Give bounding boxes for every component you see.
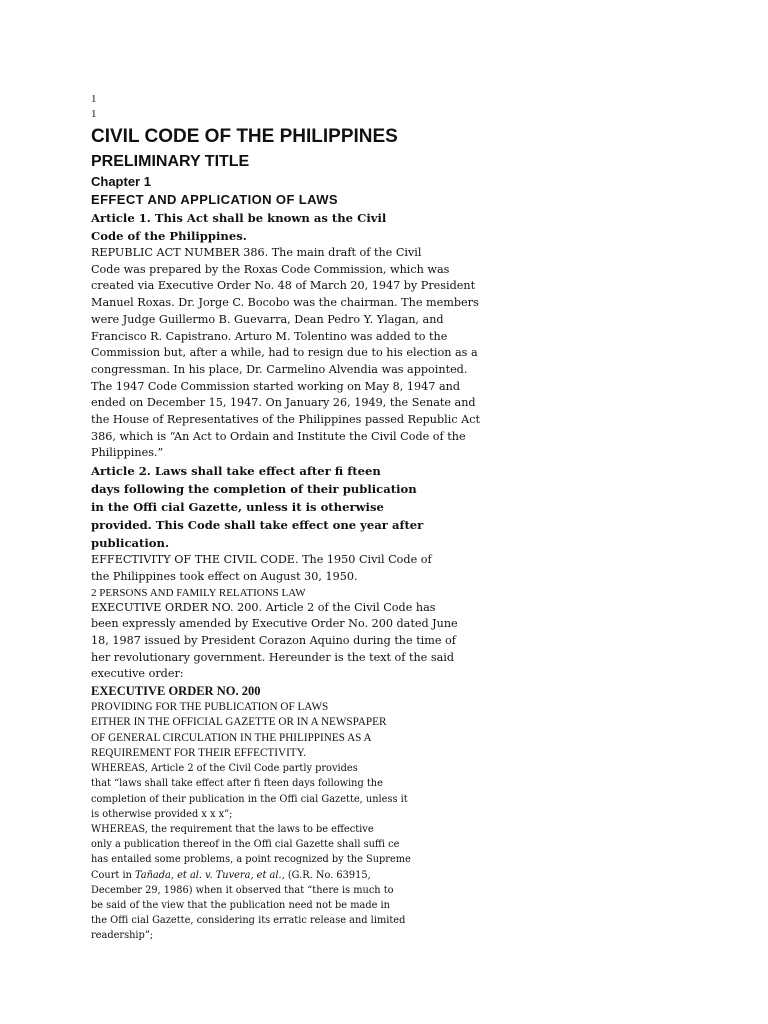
whereas-line: readership”; bbox=[91, 930, 154, 942]
article-1 bbox=[91, 209, 751, 245]
citation-suffix: (G.R. No. 63915, bbox=[284, 869, 371, 881]
executive-order-title: EXECUTIVE ORDER NO. 200 bbox=[91, 684, 261, 699]
body-line: 386, which is “An Act to Ordain and Institute the Civil Code of the bbox=[91, 429, 466, 443]
caption-line: REQUIREMENT FOR THEIR EFFECTIVITY. bbox=[91, 746, 307, 759]
executive-order-caption bbox=[91, 700, 751, 761]
article-2 bbox=[91, 462, 751, 552]
case-name: Tañada, et al. v. Tuvera, et al., bbox=[135, 869, 285, 881]
article-line: provided. This Code shall take effect one year after bbox=[91, 518, 424, 533]
article-line: days following the completion of their publication bbox=[91, 482, 417, 497]
whereas-line: December 29, 1986) when it observed that “there is much to bbox=[91, 884, 394, 896]
body-line: Commission but, after a while, had to resign due to his election as a bbox=[91, 346, 478, 360]
body-line: created via Executive Order No. 48 of March 20, 1947 by President bbox=[91, 279, 476, 293]
chapter-title: EFFECT AND APPLICATION OF LAWS bbox=[91, 192, 338, 207]
article-line: publication. bbox=[91, 536, 169, 551]
commentary-eo-200 bbox=[91, 600, 751, 684]
body-line: her revolutionary government. Hereunder is the text of the said bbox=[91, 650, 455, 664]
page-number: 1 bbox=[91, 108, 97, 120]
body-line: Philippines.” bbox=[91, 446, 164, 460]
body-line: were Judge Guillermo B. Guevarra, Dean Pedro Y. Ylagan, and bbox=[91, 312, 444, 326]
body-line: congressman. In his place, Dr. Carmelino Alvendia was appointed. bbox=[91, 362, 468, 376]
whereas-line: has entailed some problems, a point recognized by the Supreme bbox=[91, 854, 411, 866]
whereas-line: is otherwise provided x x x”; bbox=[91, 808, 233, 820]
preliminary-title: PRELIMINARY TITLE bbox=[91, 153, 250, 170]
whereas-line: that “laws shall take effect after fi fteen days following the bbox=[91, 778, 383, 790]
article-line: Article 1. This Act shall be known as the Civil bbox=[91, 211, 387, 225]
whereas-line: WHEREAS, Article 2 of the Civil Code partly provides bbox=[91, 763, 358, 775]
court-citation-line bbox=[91, 868, 751, 883]
body-line: The 1947 Code Commission started working on May 8, 1947 and bbox=[91, 379, 460, 393]
body-line: REPUBLIC ACT NUMBER 386. The main draft of the Civil bbox=[91, 246, 422, 259]
caption-line: PROVIDING FOR THE PUBLICATION OF LAWS bbox=[91, 701, 329, 714]
page-number: 1 bbox=[91, 93, 97, 105]
body-line: 18, 1987 issued by President Corazon Aquino during the time of bbox=[91, 633, 456, 647]
chapter-heading: Chapter 1 bbox=[91, 174, 151, 189]
whereas-line: completion of their publication in the Offi cial Gazette, unless it bbox=[91, 793, 408, 805]
whereas-line: be said of the view that the publication need not be made in bbox=[91, 900, 390, 912]
article-line: Code of the Philippines. bbox=[91, 229, 247, 243]
body-line: executive order: bbox=[91, 667, 184, 681]
body-line: Francisco R. Capistrano. Arturo M. Tolentino was added to the bbox=[91, 329, 448, 343]
document-page bbox=[91, 92, 751, 944]
executive-order-whereas bbox=[91, 761, 751, 943]
body-line: EFFECTIVITY OF THE CIVIL CODE. The 1950 Civil Code of bbox=[91, 553, 432, 567]
body-line: the House of Representatives of the Philippines passed Republic Act bbox=[91, 413, 480, 427]
caption-line: EITHER IN THE OFFICIAL GAZETTE OR IN A NEWSPAPER bbox=[91, 716, 387, 729]
body-line: Manuel Roxas. Dr. Jorge C. Bocobo was the chairman. The members bbox=[91, 296, 479, 310]
body-line: ended on December 15, 1947. On January 26, 1949, the Senate and bbox=[91, 396, 476, 410]
citation-prefix: Court in bbox=[91, 869, 135, 881]
whereas-line: only a publication thereof in the Offi cial Gazette shall suffi ce bbox=[91, 839, 400, 851]
article-line: Article 2. Laws shall take effect after fi fteen bbox=[91, 464, 381, 479]
running-header: 2 PERSONS AND FAMILY RELATIONS LAW bbox=[91, 586, 306, 599]
whereas-line: WHEREAS, the requirement that the laws to be effective bbox=[91, 824, 374, 836]
body-line: Code was prepared by the Roxas Code Commission, which was bbox=[91, 262, 450, 276]
document-title: CIVIL CODE OF THE PHILIPPINES bbox=[91, 126, 398, 147]
body-line: the Philippines took effect on August 30, 1950. bbox=[91, 569, 358, 583]
caption-line: OF GENERAL CIRCULATION IN THE PHILIPPINES AS A bbox=[91, 731, 372, 744]
whereas-line: the Offi cial Gazette, considering its erratic release and limited bbox=[91, 915, 406, 927]
article-line: in the Offi cial Gazette, unless it is otherwise bbox=[91, 500, 384, 515]
commentary-republic-act bbox=[91, 245, 751, 462]
body-line: been expressly amended by Executive Order No. 200 dated June bbox=[91, 617, 458, 631]
commentary-effectivity bbox=[91, 552, 751, 585]
body-line: EXECUTIVE ORDER NO. 200. Article 2 of the Civil Code has bbox=[91, 600, 436, 614]
